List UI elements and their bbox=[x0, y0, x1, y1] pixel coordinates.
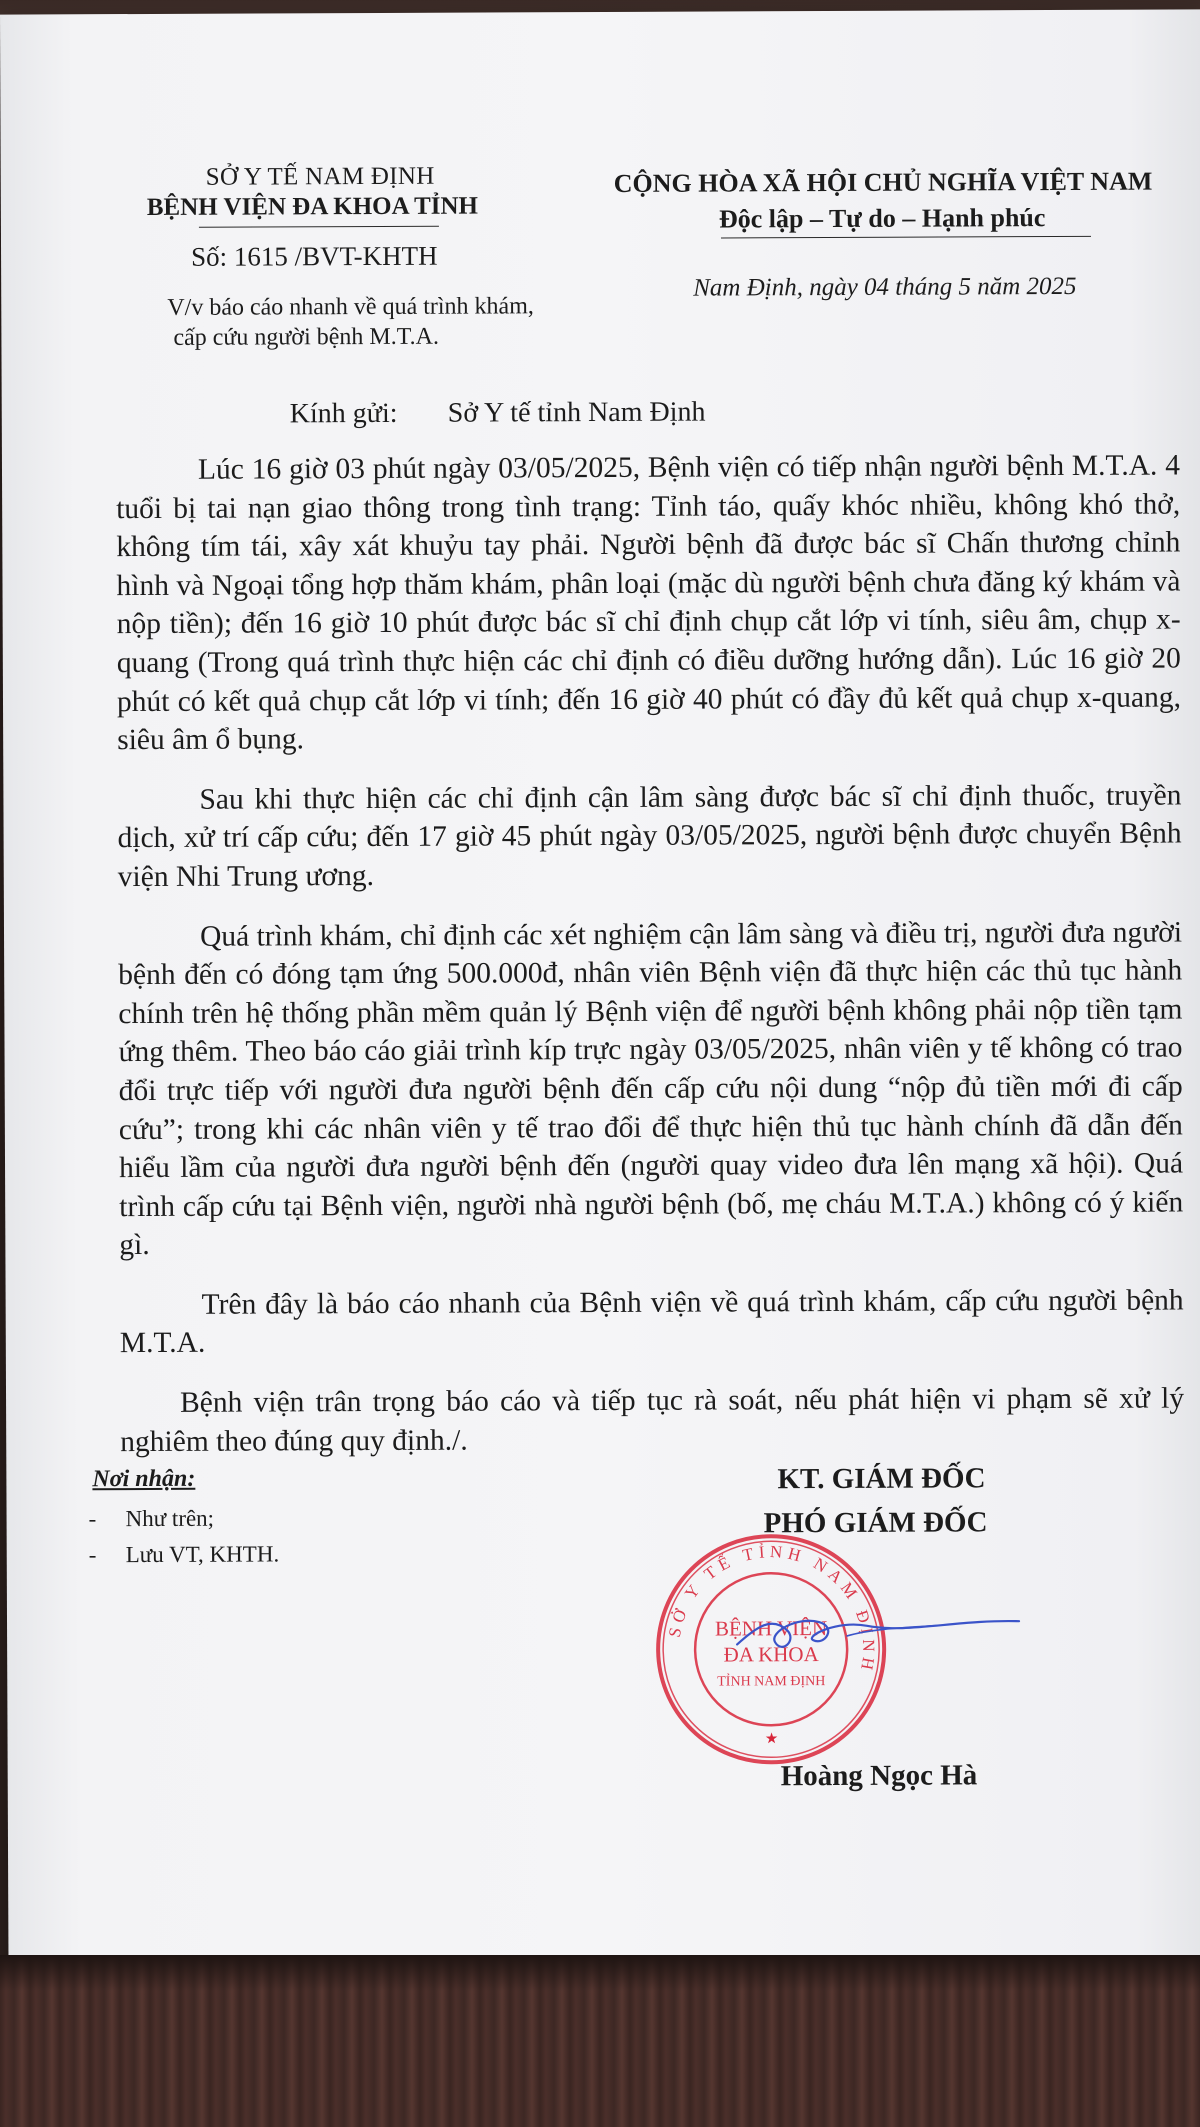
subject-line-2: cấp cứu người bệnh M.T.A. bbox=[173, 323, 440, 351]
recipient-label: Kính gửi: bbox=[289, 397, 398, 430]
recipient-item: - Lưu VT, KHTH. bbox=[88, 1541, 280, 1568]
place-date: Nam Định, ngày 04 tháng 5 năm 2025 bbox=[693, 272, 1077, 302]
document-page bbox=[0, 9, 1200, 1964]
body-paragraph-5: Bệnh viện trân trọng báo cáo và tiếp tục rà soát, nếu phát hiện vi phạm sẽ xử lý nghiêm theo đúng quy định./. bbox=[120, 1382, 1185, 1458]
svg-text:SỞ Y TẾ TỈNH NAM ĐỊNH: SỞ Y TẾ TỈNH NAM ĐỊNH bbox=[664, 1541, 879, 1677]
subject-line-1: V/v báo cáo nhanh về quá trình khám, bbox=[167, 293, 534, 321]
body-paragraph-4: Trên đây là báo cáo nhanh của Bệnh viện về quá trình khám, cấp cứu người bệnh M.T.A. bbox=[119, 1284, 1184, 1360]
recipients-list bbox=[88, 1500, 279, 1573]
svg-text:TỈNH NAM ĐỊNH: TỈNH NAM ĐỊNH bbox=[717, 1674, 826, 1690]
svg-text:BỆNH VIỆN: BỆNH VIỆN bbox=[714, 1616, 828, 1641]
agency-parent: SỞ Y TẾ NAM ĐỊNH bbox=[205, 162, 435, 191]
national-motto: Độc lập – Tự do – Hạnh phúc bbox=[718, 203, 1046, 234]
background-bottom bbox=[0, 1955, 1200, 2127]
signature-title-2: PHÓ GIÁM ĐỐC bbox=[763, 1506, 988, 1540]
svg-text:ĐA KHOA: ĐA KHOA bbox=[723, 1642, 819, 1667]
recipient-value: Sở Y tế tỉnh Nam Định bbox=[447, 396, 706, 429]
recipients-title: Nơi nhận: bbox=[92, 1465, 196, 1493]
agency-underline bbox=[199, 226, 439, 228]
signer-name: Hoàng Ngọc Hà bbox=[780, 1759, 978, 1793]
agency-name: BỆNH VIỆN ĐA KHOA TỈNH bbox=[146, 192, 479, 221]
motto-underline bbox=[721, 236, 1091, 239]
signature-title-1: KT. GIÁM ĐỐC bbox=[777, 1462, 986, 1496]
recipient-item: - Như trên; bbox=[88, 1505, 215, 1532]
svg-text:★: ★ bbox=[764, 1729, 779, 1748]
body-paragraph-3: Quá trình khám, chỉ định các xét nghiệm cận lâm sàng và điều trị, người đưa người bệnh đến có đóng tạm ứng 500.000đ, nhân viên Bệnh viện đã thực hiện các thủ tục hành chính trên hệ thống phần mềm quản lý Bệnh viện để người bệnh không phải nộp tiền tạm ứng thêm. Theo báo cáo giải trình kíp trực ngày 03/05/2025, nhân viên y tế không có trao đổi trực tiếp với người đưa người bệnh đến cấp cứu nội dung “nộp đủ tiền mới đi cấp cứu”; trong khi các nhân viên y tế trao đổi để thực hiện thủ tục hành chính đã dẫn đến hiểu lầm của người đưa người bệnh đến (người quay video đưa lên mạng xã hội). Quá trình cấp cứu tại Bệnh viện, người nhà người bệnh (bố, mẹ cháu M.T.A.) không có ý kiến gì. bbox=[118, 916, 1184, 1262]
document-number: Số: 1615 /BVT-KHTH bbox=[190, 240, 438, 272]
body-paragraph-2: Sau khi thực hiện các chỉ định cận lâm sàng được bác sĩ chỉ định thuốc, truyền dịch, xử trí cấp cứu; đến 17 giờ 45 phút ngày 03/05/2025, người bệnh được chuyển Bệnh viện Nhi Trung ương. bbox=[117, 779, 1182, 894]
handwritten-signature bbox=[727, 1595, 1027, 1666]
body-paragraph-1: Lúc 16 giờ 03 phút ngày 03/05/2025, Bệnh viện có tiếp nhận người bệnh M.T.A. 4 tuổi bị tai nạn giao thông trong tình trạng: Tỉnh táo, quấy khóc nhiều, không khó thở, không tím tái, xây xát khuỷu tay phải. Người bệnh đã được bác sĩ Chấn thương chỉnh hình và Ngoại tổng hợp thăm khám, phân loại (mặc dù người bệnh chưa đăng ký khám và nộp tiền); đến 16 giờ 10 phút được bác sĩ chỉ định chụp cắt lớp vi tính, siêu âm, chụp x-quang (Trong quá trình thực hiện các chỉ định có điều dưỡng hướng dẫn). Lúc 16 giờ 20 phút có kết quả chụp cắt lớp vi tính; đến 16 giờ 40 phút có đầy đủ kết quả chụp x-quang, siêu âm ổ bụng. bbox=[116, 449, 1182, 757]
national-title: CỘNG HÒA XÃ HỘI CHỦ NGHĨA VIỆT NAM bbox=[613, 166, 1153, 198]
report-body bbox=[116, 446, 1184, 1482]
